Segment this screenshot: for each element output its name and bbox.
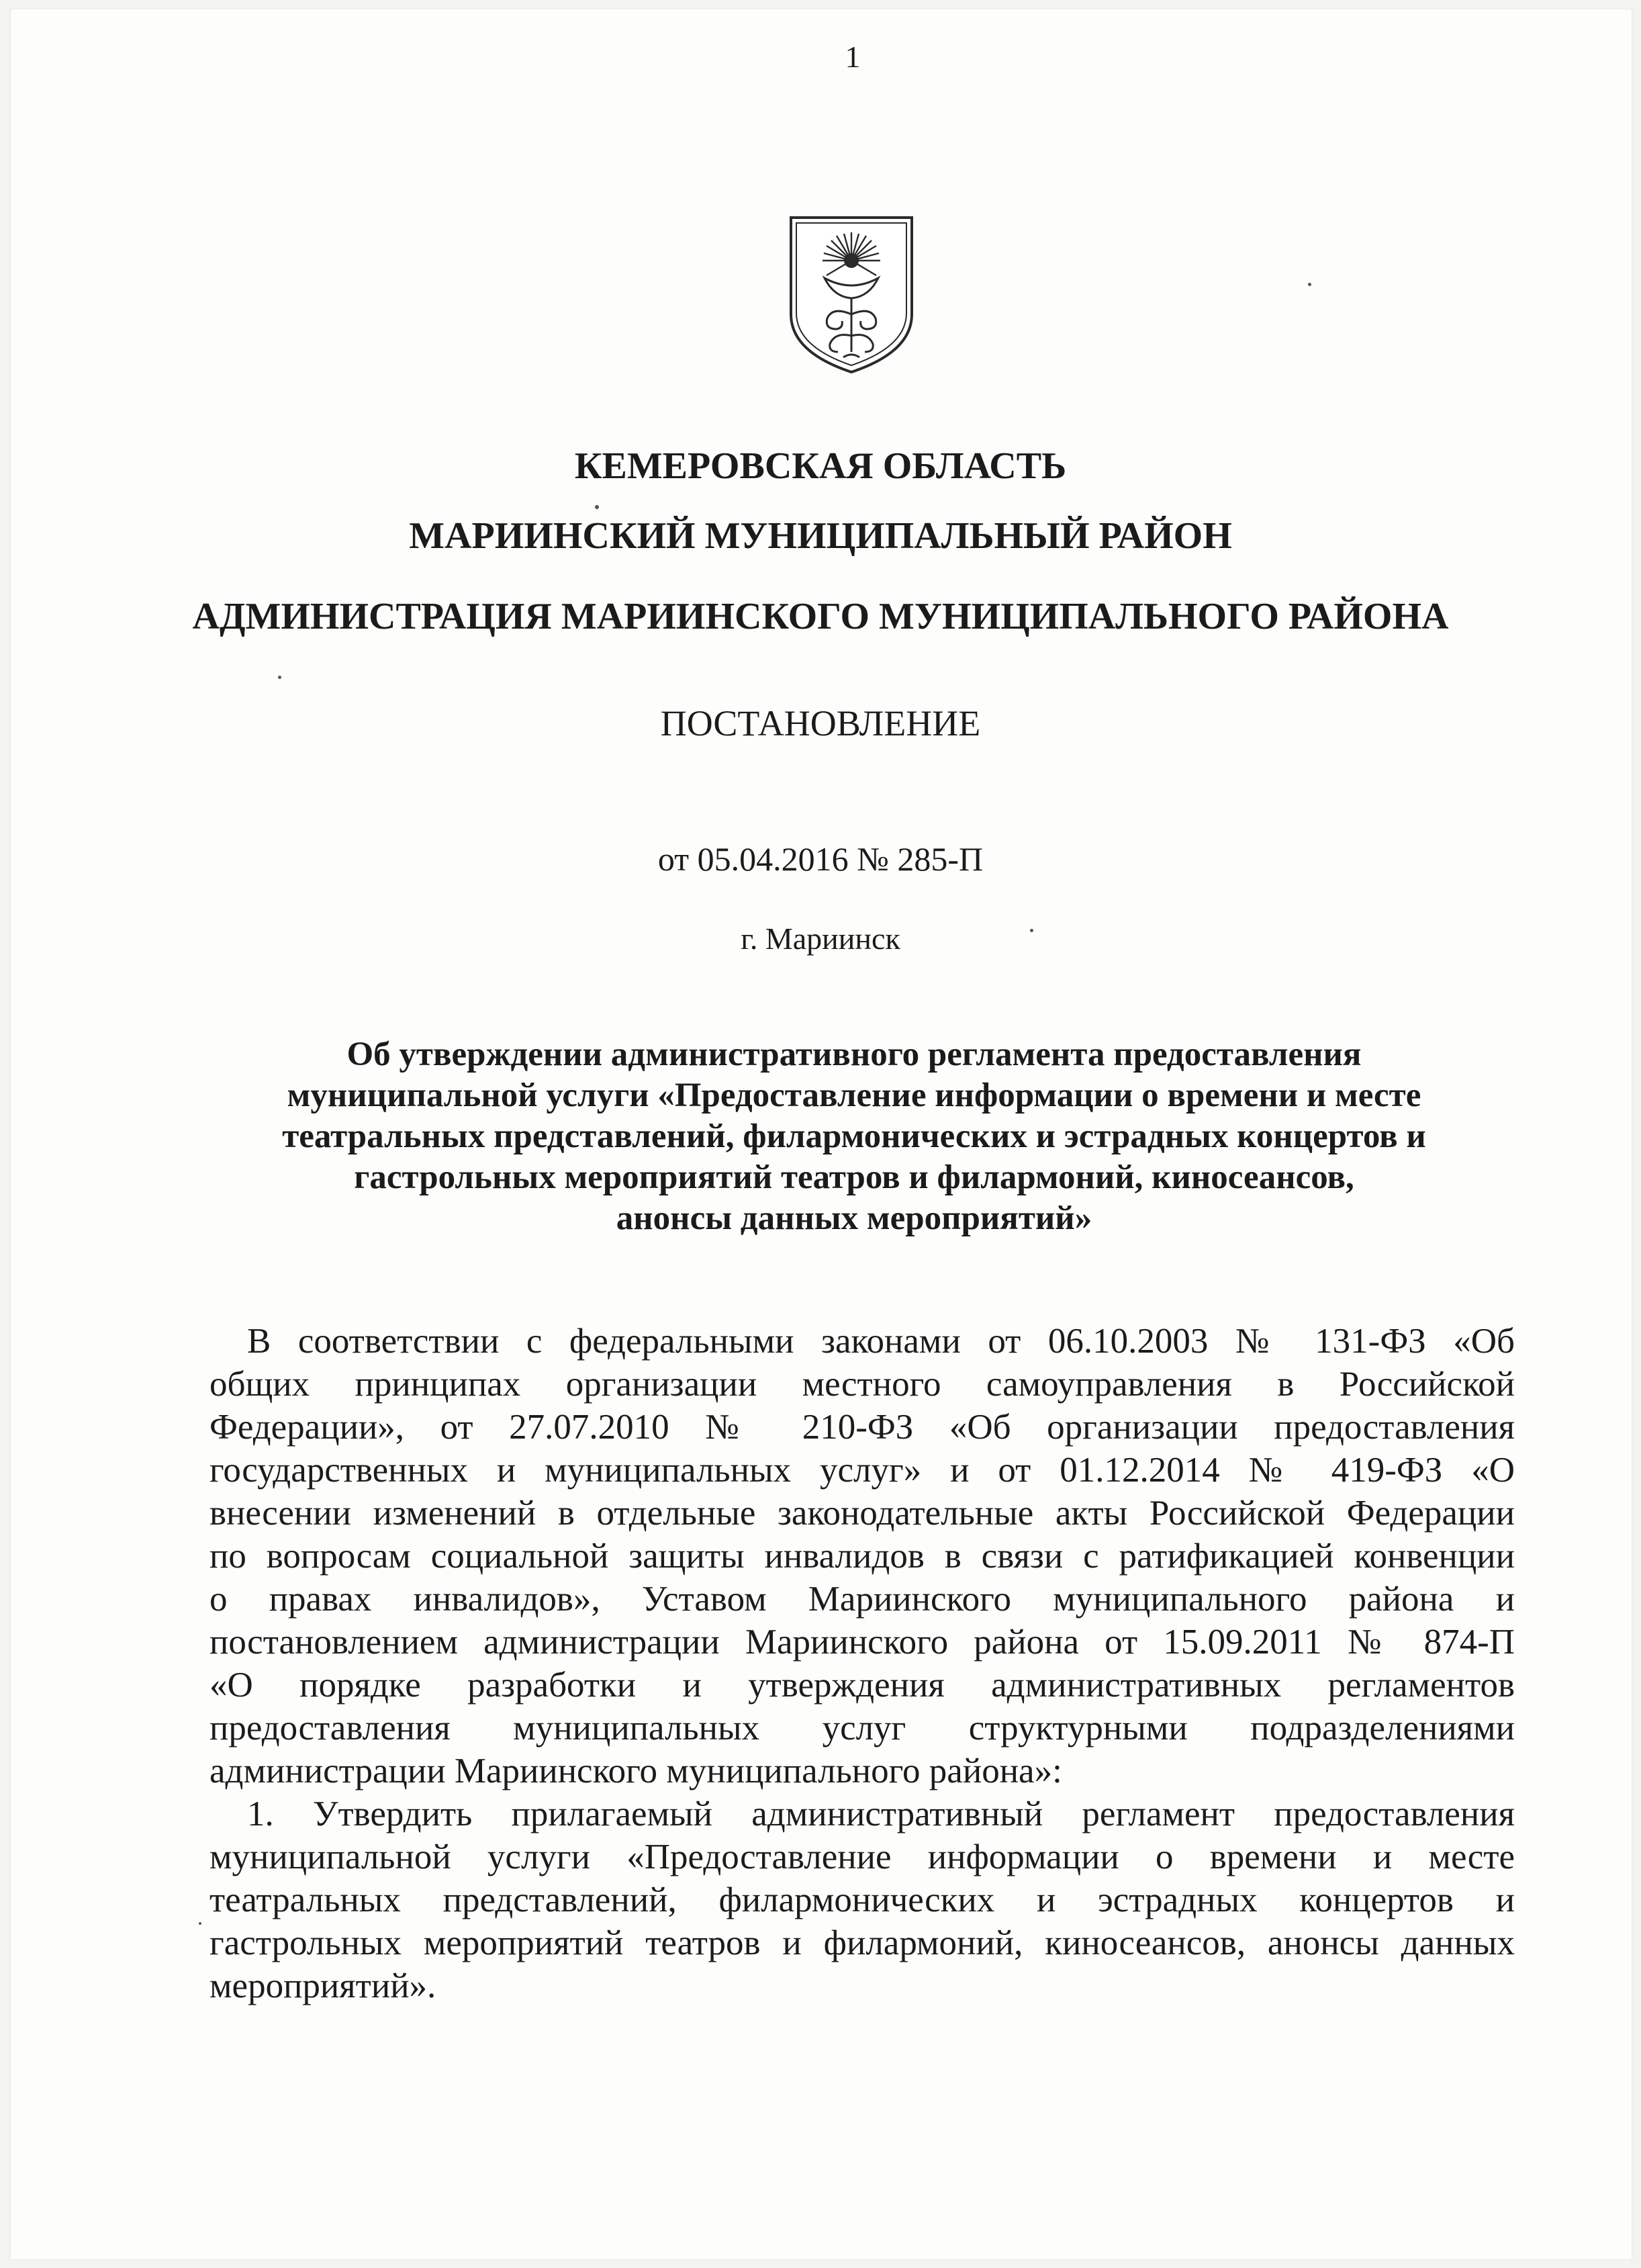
preamble-line: внесении изменений в отдельные законодательные акты Российской Федерации: [209, 1494, 1515, 1533]
preamble-line: «О порядке разработки и утверждения административных регламентов: [209, 1666, 1515, 1705]
preamble-line: общих принципах организации местного самоуправления в Российской: [209, 1365, 1515, 1404]
scan-speck: [1308, 283, 1311, 286]
preamble-line: предоставления муниципальных услуг структурными подразделениями: [209, 1709, 1515, 1748]
region-heading: КЕМЕРОВСКАЯ ОБЛАСТЬ: [574, 445, 1067, 487]
preamble-line: по вопросам социальной защиты инвалидов в связи с ратификацией конвенции: [209, 1537, 1515, 1576]
scan-speck: [595, 505, 599, 509]
item-1-line: мероприятий».: [209, 1966, 436, 2005]
preamble-line: о правах инвалидов», Уставом Мариинского муниципального района и: [209, 1580, 1515, 1619]
district-heading: МАРИИНСКИЙ МУНИЦИПАЛЬНЫЙ РАЙОН: [409, 515, 1232, 557]
title-line: театральных представлений, филармонических и эстрадных концертов и: [282, 1118, 1426, 1155]
document-date-number: от 05.04.2016 № 285-П: [657, 840, 984, 878]
preamble-line: администрации Мариинского муниципального района»:: [209, 1752, 1062, 1790]
scan-speck: [199, 1922, 201, 1925]
scan-speck: [278, 676, 281, 679]
item-1-line: муниципальной услуги «Предоставление информации о времени и месте: [209, 1838, 1515, 1876]
preamble-line: государственных и муниципальных услуг» и от 01.12.2014 № 419-ФЗ «О: [209, 1451, 1515, 1490]
title-line: муниципальной услуги «Предоставление информации о времени и месте: [287, 1077, 1421, 1114]
title-line: гастрольных мероприятий театров и филармоний, киносеансов,: [354, 1159, 1354, 1196]
administration-heading: АДМИНИСТРАЦИЯ МАРИИНСКОГО МУНИЦИПАЛЬНОГО РАЙОНА: [192, 596, 1449, 637]
title-line: анонсы данных мероприятий»: [616, 1199, 1092, 1237]
document-city: г. Мариинск: [741, 921, 900, 956]
preamble-line: постановлением администрации Мариинского района от 15.09.2011 № 874-П: [209, 1623, 1515, 1662]
document-type: ПОСТАНОВЛЕНИЕ: [660, 703, 981, 743]
document-body: [209, 1320, 1515, 2007]
item-1-line: 1. Утвердить прилагаемый административный регламент предоставления: [247, 1795, 1515, 1833]
preamble-line: В соответствии с федеральными законами от 06.10.2003 № 131-ФЗ «Об: [247, 1322, 1515, 1361]
preamble-line: Федерации», от 27.07.2010 № 210-ФЗ «Об организации предоставления: [209, 1408, 1515, 1447]
title-line: Об утверждении административного регламента предоставления: [346, 1036, 1362, 1073]
coat-of-arms-icon: [786, 214, 917, 376]
item-1-line: театральных представлений, филармонических и эстрадных концертов и: [209, 1880, 1515, 1919]
page-number: 1: [845, 40, 861, 74]
scan-speck: [1030, 929, 1033, 932]
document-title: [201, 1034, 1507, 1239]
item-1-line: гастрольных мероприятий театров и филармоний, киносеансов, анонсы данных: [209, 1923, 1515, 1962]
